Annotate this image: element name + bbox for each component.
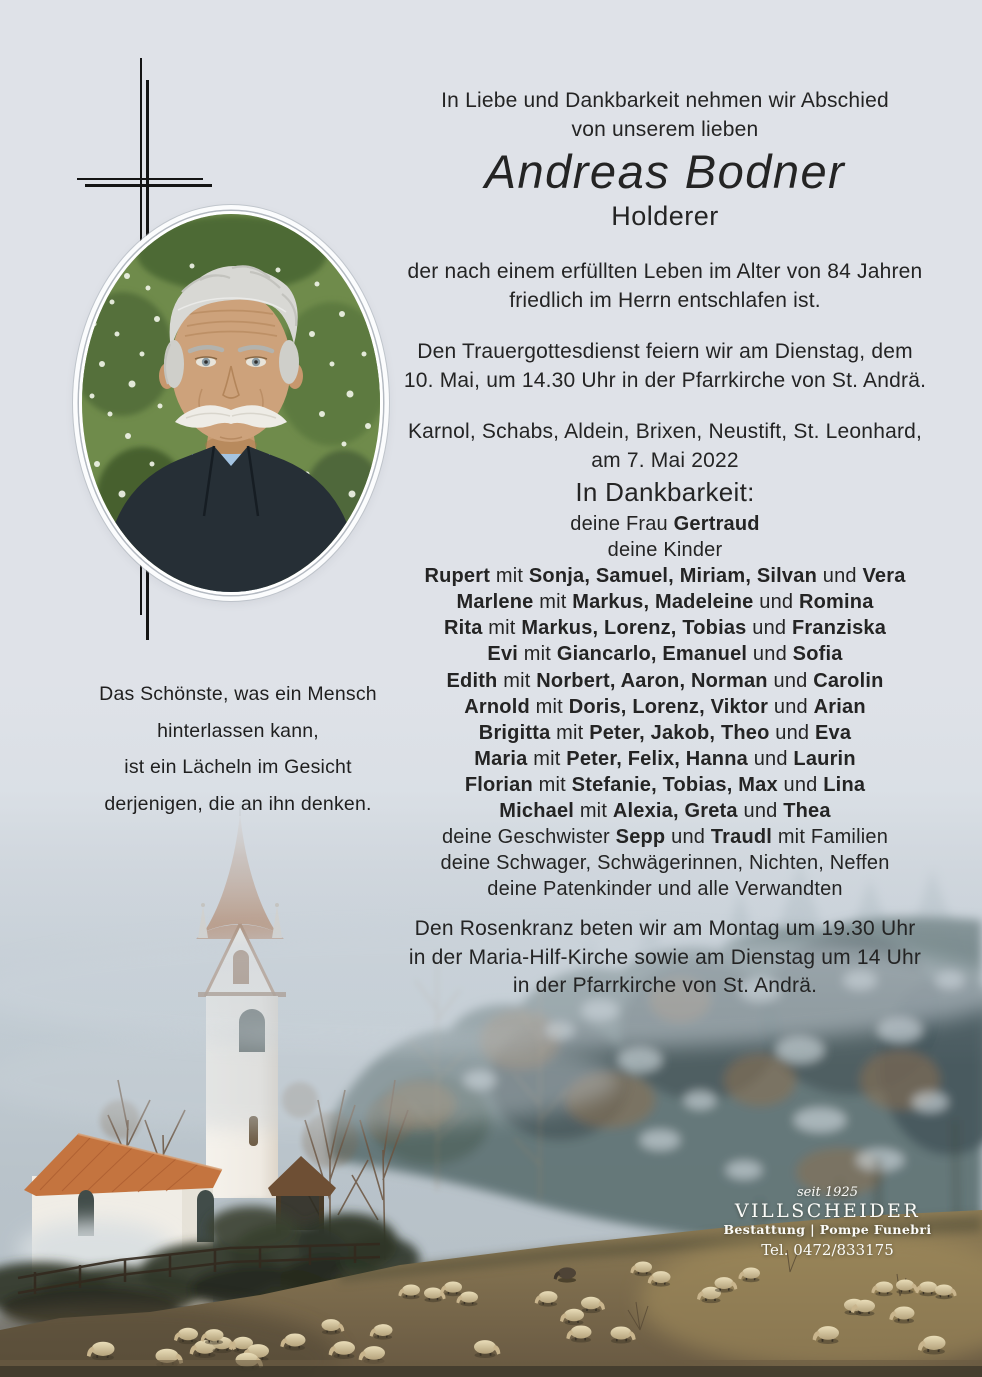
funeral-home-phone: Tel. 0472/833175 — [761, 1241, 894, 1259]
gratitude-list — [392, 511, 938, 902]
cross-horizontal-thick — [85, 184, 212, 187]
intro-line: von unserem lieben — [571, 117, 759, 141]
death-notice — [392, 258, 938, 315]
cross-horizontal-thin — [77, 178, 203, 180]
rosary-line: in der Maria-Hilf-Kirche sowie am Dienstag um 14 Uhr — [408, 945, 922, 969]
gratitude-line: deine Schwager, Schwägerinnen, Nichten, Neffen — [440, 852, 890, 875]
notice-line: der nach einem erfüllten Leben im Alter von 84 Jahren — [407, 260, 923, 283]
places-line: am 7. Mai 2022 — [591, 448, 739, 472]
rosary-line: Den Rosenkranz beten wir am Montag um 19.30 Uhr — [414, 917, 916, 940]
gratitude-heading: In Dankbarkeit: — [575, 477, 755, 507]
intro-text — [392, 87, 938, 144]
rosary-announcement — [392, 915, 938, 1001]
service-announcement — [392, 338, 938, 395]
deceased-name: Andreas Bodner — [484, 145, 846, 198]
gratitude-line: deine Patenkinder und alle Verwandten — [487, 878, 843, 901]
gratitude-line: deine Geschwister Sepp und Traudl mit Familien — [441, 826, 889, 849]
gratitude-line: Maria mit Peter, Felix, Hanna und Laurin — [474, 747, 856, 770]
places-and-date — [392, 418, 938, 475]
funeral-home-subtitle: Bestattung | Pompe Funebri — [723, 1222, 932, 1237]
memorial-quote — [60, 676, 416, 822]
quote-line: ist ein Lächeln im Gesicht — [124, 756, 352, 778]
funeral-home-logo — [700, 1185, 955, 1259]
notice-line: friedlich im Herrn entschlafen ist. — [509, 288, 821, 312]
gratitude-line: Florian mit Stefanie, Tobias, Max und Lina — [464, 773, 866, 796]
quote-line: hinterlassen kann, — [157, 719, 319, 742]
gratitude-line: deine Kinder — [607, 539, 723, 562]
gratitude-line: deine Frau Gertraud — [570, 513, 760, 535]
gratitude-line: Rupert mit Sonja, Samuel, Miriam, Silvan und Vera — [424, 565, 906, 588]
rosary-line: in der Pfarrkirche von St. Andrä. — [512, 974, 818, 997]
gratitude-line: Edith mit Norbert, Aaron, Norman und Carolin — [446, 669, 884, 692]
service-line: Den Trauergottesdienst feiern wir am Dienstag, dem — [417, 340, 913, 363]
service-line: 10. Mai, um 14.30 Uhr in der Pfarrkirche von St. Andrä. — [403, 368, 927, 392]
portrait-photo — [79, 211, 383, 595]
places-line: Karnol, Schabs, Aldein, Brixen, Neustift, St. Leonhard, — [407, 420, 923, 443]
quote-line: derjenigen, die an ihn denken. — [104, 792, 372, 815]
gratitude-line: Evi mit Giancarlo, Emanuel und Sofia — [487, 643, 843, 666]
gratitude-line: Rita mit Markus, Lorenz, Tobias und Franziska — [443, 617, 887, 640]
funeral-home-name: VILLSCHEIDER — [734, 1200, 921, 1222]
gratitude-line: Brigitta mit Peter, Jakob, Theo und Eva — [478, 721, 852, 744]
funeral-home-since: seit 1925 — [797, 1185, 858, 1200]
gratitude-line: Michael mit Alexia, Greta und Thea — [499, 800, 831, 823]
deceased-byname: Holderer — [611, 201, 719, 231]
gratitude-line: Marlene mit Markus, Madeleine und Romina — [456, 591, 874, 614]
quote-line: Das Schönste, was ein Mensch — [99, 683, 377, 705]
gratitude-line: Arnold mit Doris, Lorenz, Viktor und Arian — [464, 695, 866, 718]
intro-line: In Liebe und Dankbarkeit nehmen wir Abschied — [441, 89, 889, 112]
